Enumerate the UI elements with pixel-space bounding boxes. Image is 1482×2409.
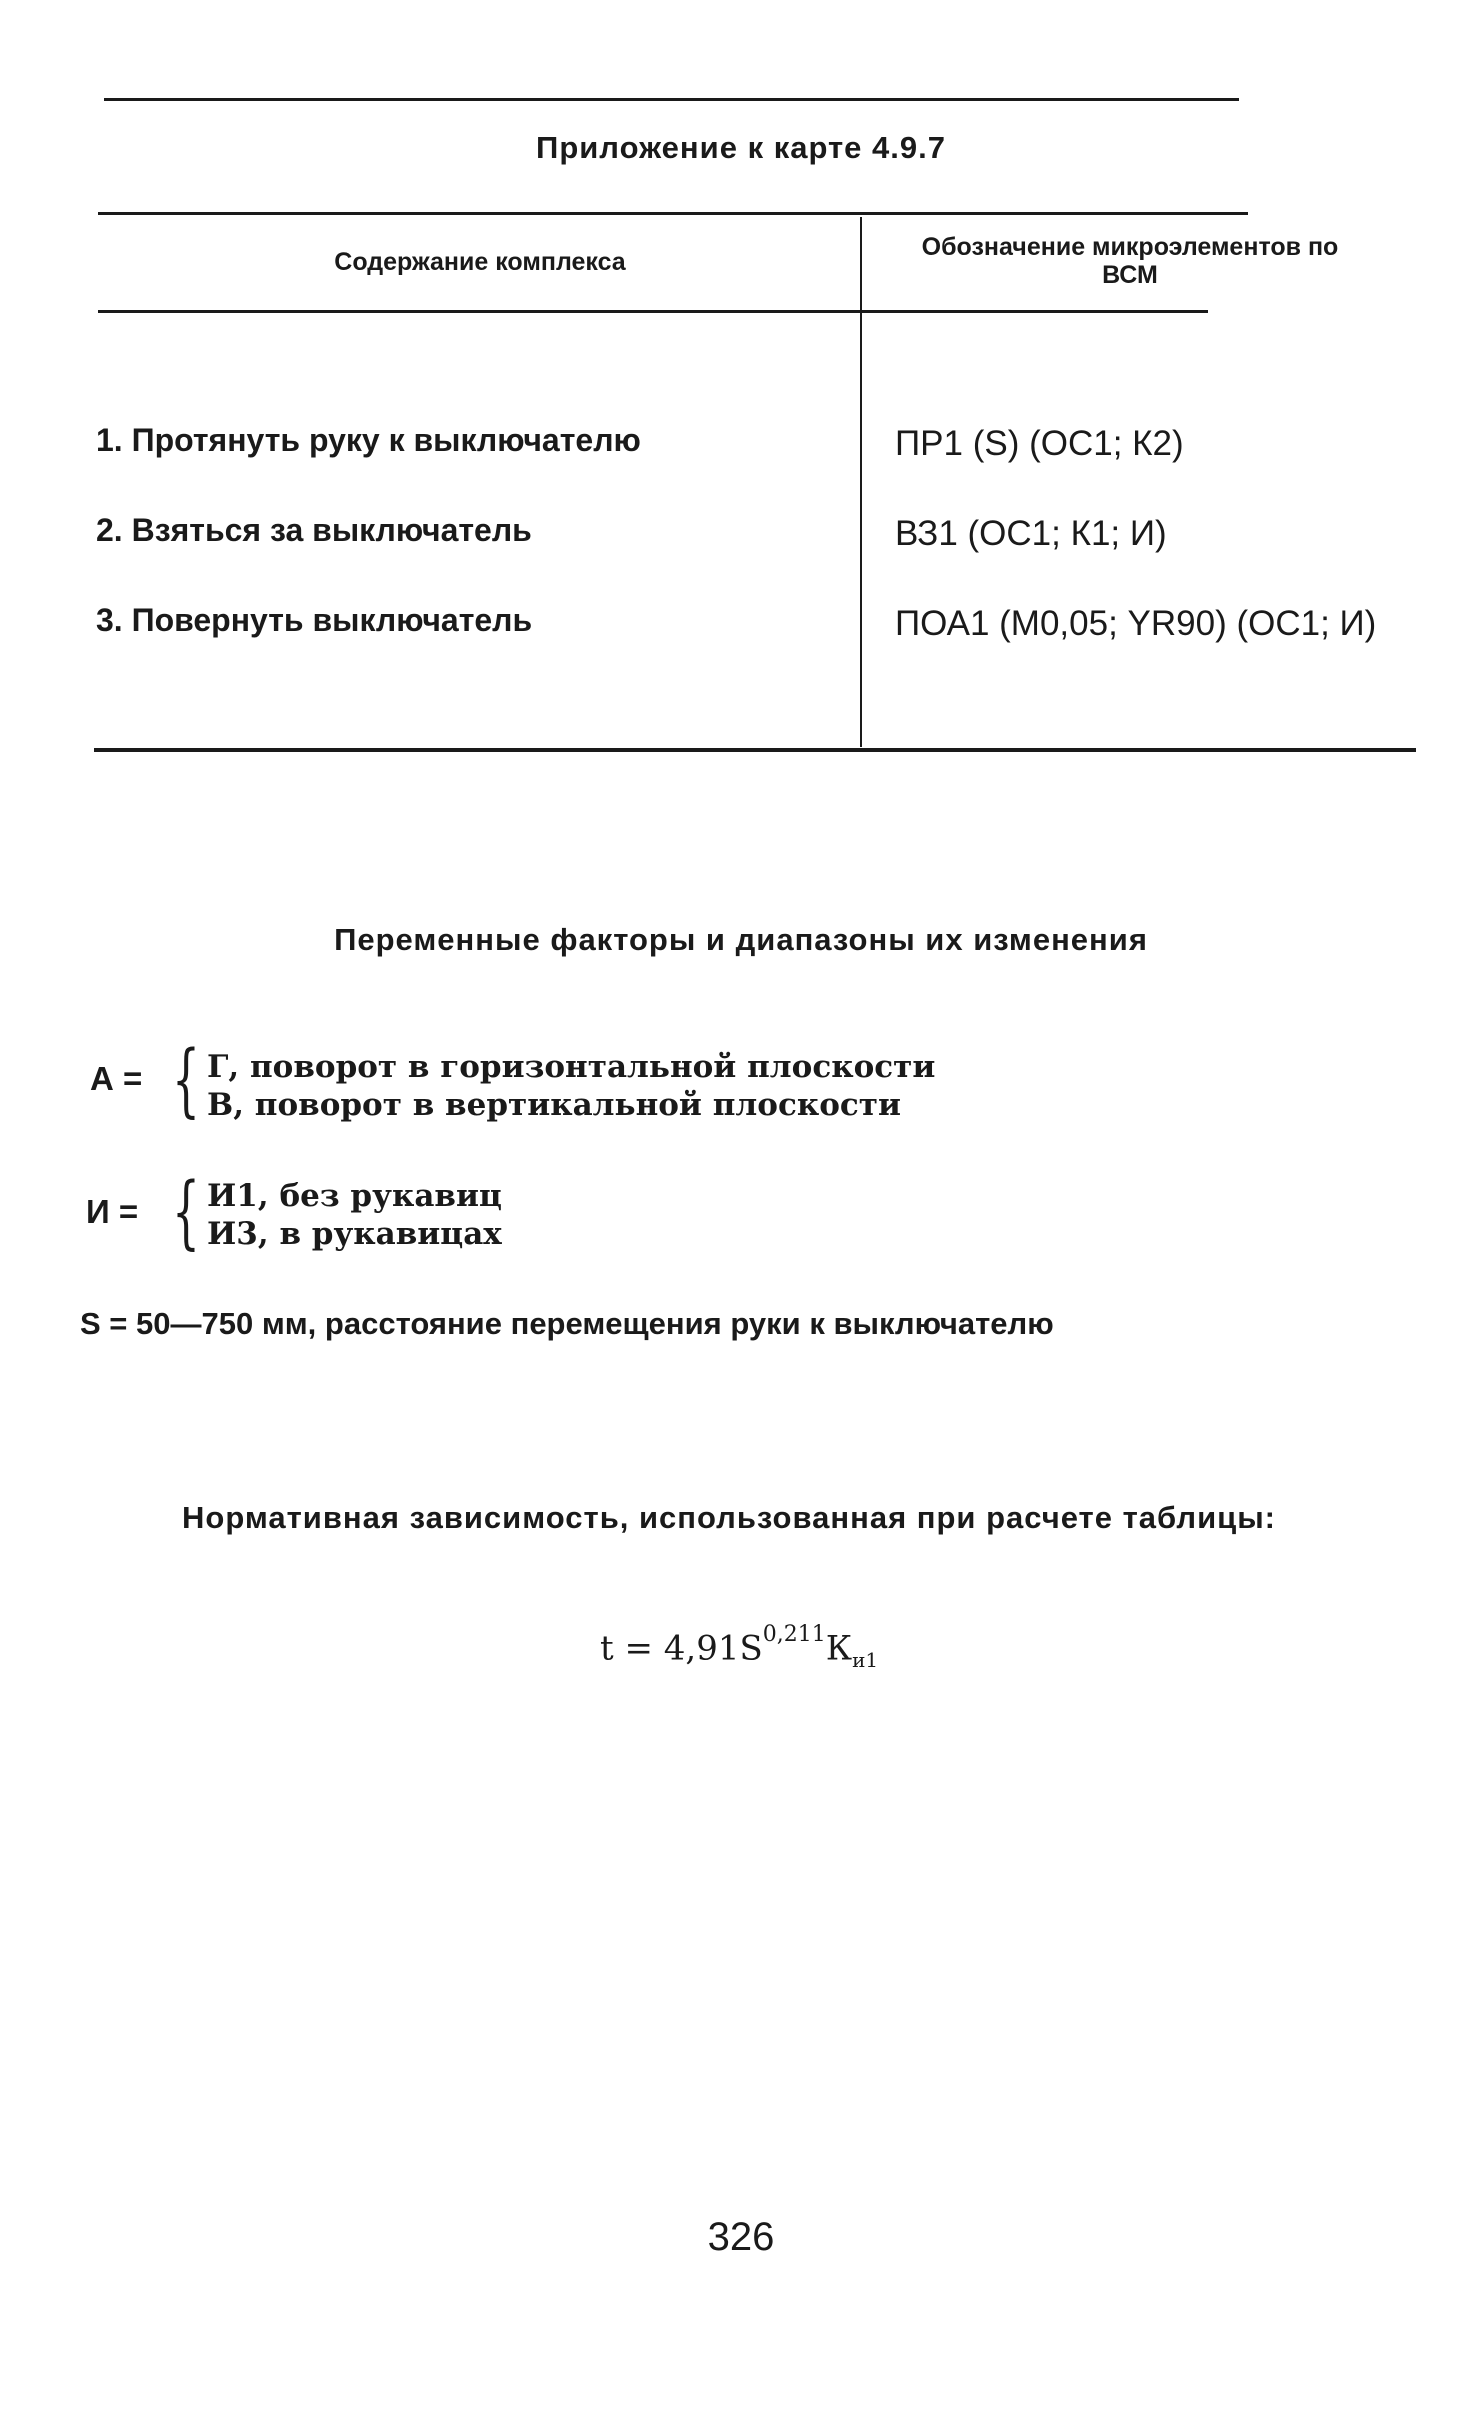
- normative-title: Нормативная зависимость, использованная при расчете таблицы:: [182, 1500, 1276, 1535]
- table-column-divider: [860, 217, 862, 747]
- row-3-content: 3. Повернуть выключатель: [96, 602, 533, 638]
- normative-formula: [600, 1622, 879, 1673]
- row-1-content: 1. Протянуть руку к выключателю: [96, 422, 641, 458]
- row-2-content: 2. Взяться за выключатель: [96, 512, 532, 548]
- variables-title: Переменные факторы и диапазоны их изменения: [334, 922, 1148, 957]
- formula-k: К: [825, 1628, 853, 1669]
- table-header-rule: [98, 310, 1208, 313]
- formula-exponent: 0,211: [762, 1622, 826, 1647]
- variable-i-symbol: И =: [86, 1193, 139, 1230]
- column-header-code: Обозначение микроэлементов по ВСМ: [921, 233, 1339, 289]
- top-rule: [104, 98, 1239, 101]
- table-top-rule: [98, 212, 1248, 215]
- variable-i-option-1: И1, без рукавиц: [207, 1178, 502, 1214]
- row-1-code: ПР1 (S) (ОС1; К2): [895, 424, 1184, 463]
- row-2-code: ВЗ1 (ОС1; К1; И): [895, 514, 1167, 553]
- formula-subscript: и1: [852, 1648, 879, 1673]
- variable-a-option-2: В, поворот в вертикальной плоскости: [207, 1087, 901, 1123]
- variable-s-line: S = 50—750 мм, расстояние перемещения руки к выключателю: [80, 1306, 1054, 1341]
- variable-i-option-2: И3, в рукавицах: [207, 1216, 502, 1252]
- appendix-title: Приложение к карте 4.9.7: [536, 130, 946, 165]
- brace-icon: {: [172, 1033, 200, 1126]
- variable-a-symbol: А =: [90, 1060, 143, 1097]
- variable-a-option-1: Г, поворот в горизонтальной плоскости: [207, 1049, 936, 1085]
- table-bottom-rule: [94, 748, 1416, 752]
- page-number: 326: [707, 2215, 775, 2259]
- formula-base: t = 4,91S: [600, 1628, 763, 1669]
- column-header-content: Содержание комплекса: [334, 248, 626, 276]
- brace-icon: {: [172, 1165, 200, 1258]
- row-3-code: ПОА1 (М0,05; YR90) (ОС1; И): [895, 604, 1377, 643]
